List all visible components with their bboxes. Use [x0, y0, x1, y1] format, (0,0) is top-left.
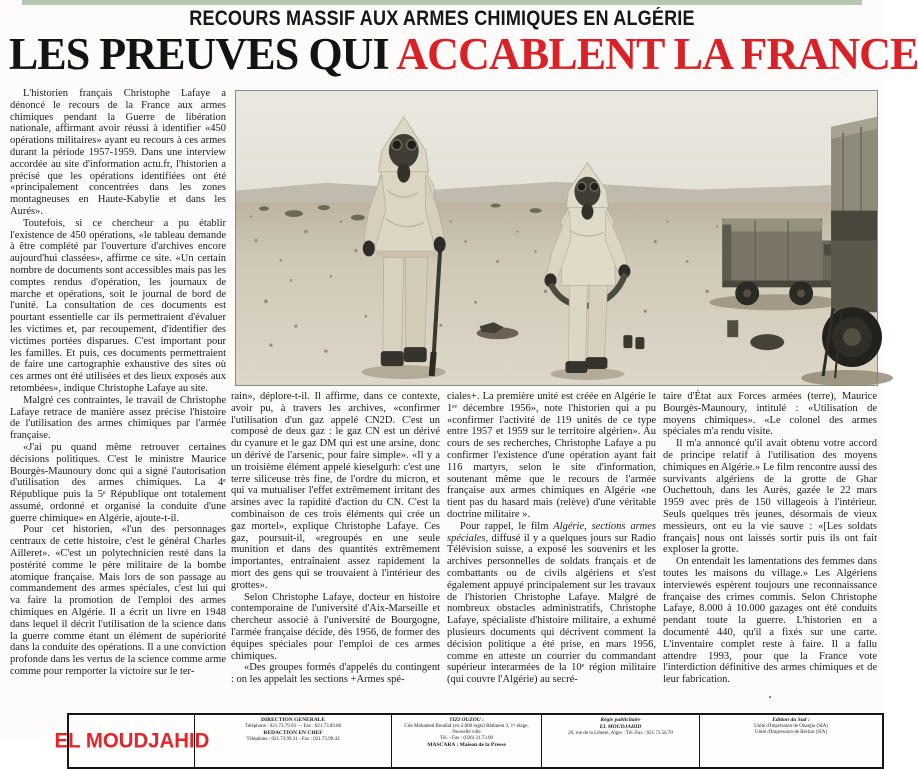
footer-regie-cell: [542, 715, 700, 767]
paragraph: Selon Christophe Lafaye, docteur en histoire contemporaine de l'université d'Aix-Marseille et chercheur associé à l'université de Bourgogne, l'armée française décide, dès 1956, de former des équipes spéciales pour l'emploi de ces armes chimiques.: [231, 591, 440, 662]
headline-black: LES PREUVES QUI: [8, 29, 397, 79]
tizi-phone: Tél. - Fax : (026) 21.73.00: [439, 736, 494, 741]
paragraph: «J'ai pu quand même retrouver certaines décisions politiques. C'est le ministre Maurice Bourgès-Maunoury donc qui a signé l'autorisation d'utilisation des armes chimiques. La 4ᵉ République puis la 5ᵉ République ont totalement assumé, ordonné et organisé la conduite d'une guerre chimique» en Algérie, ajoute-t-il.: [10, 441, 226, 524]
mascara-line: MASCARA : Maison de la Presse: [427, 742, 506, 748]
sud-title: Edition du Sud :: [772, 717, 810, 723]
footer-tizi-cell: [392, 715, 542, 767]
paragraph: ciales+. La première unité est créée en Algérie le 1ᵉʳ décembre 1956», note l'historien qui a pu «confirmer l'activité de 119 unités de ce type entre 1957 et 1959 sur le territoire algérien». Au cours de ses recherches, Christophe Lafaye a pu confirmer l'existence d'une opération ayant fait 116 martyrs, selon le site d'information, soutenant même que le recours de l'armée française aux armes chimiques en Algérie «ne tient pas du hasard mais (relève) d'une véritable doctrine militaire ».: [447, 391, 656, 520]
paragraph-film-reference: [447, 521, 656, 686]
paragraph: Pour cet historien, «l'un des personnages centraux de cette histoire, c'est le général Charles Ailleret». «C'est un polytechnicien resté dans la postérité comme le père militaire de la bombe atomique française. Mais lors de son passage au commandement des armes spéciales, c'est lui qui va faire la promotion de l'emploi des armes chimiques en Algérie. Il a écrit un livre en 1948 dans lequel il décrit l'utilisation de la science dans la guerre comme étant un élément de supériorité dans la conduite des opérations. Il a une conviction profonde dans les vertus de la science comme arme comme pour remporter la victoire sur le ter-: [10, 524, 226, 678]
main-headline: [8, 29, 918, 79]
headline-red: ACCABLENT LA FRANCE: [396, 29, 918, 79]
regie-name: EL MOUDJAHID: [599, 724, 642, 730]
newspaper-logo: EL MOUDJAHID: [54, 728, 209, 753]
film-title: Algérie, sections armes spéciales: [447, 520, 656, 544]
paragraph: rain», déplore-t-il. Il affirme, dans ce contexte, avoir pu, à travers les archives, «confirmer l'utilisation d'un gaz appelé CN2D. C'est un composé de deux gaz : le gaz CN est un dérivé du cyanure et le gaz DM qui est une arsine, donc un dérivé de l'arsenic, pour faire simple». «Il y a un troisième élément appelé kieselgurh: c'est une terre siliceuse très fine, de l'ordre du micron, et qui va mutualiser l'effet extrêmement irritant des arsines avec la rapidité d'action du CN. C'est la combinaison de ces trois éléments qui crée un gaz mortel», explique Christophe Lafaye. Ces gaz, poursuit-il, «regroupés en une seule munition et dans des quantités extrêmement importantes, entraînaient assez rapidement la mort des gens qui se trouvaient à l'intérieur des grottes».: [231, 391, 440, 591]
sud-line1: Unité d'Impression de Ouargla (SIA): [754, 724, 828, 729]
paragraph: Malgré ces contraintes, le travail de Christophe Lafaye retrace de manière assez précise l'histoire de l'utilisation des armes chimiques par l'armée française.: [10, 394, 226, 442]
column-4: [663, 391, 877, 711]
footer-direction-cell: [195, 715, 392, 767]
redaction-phone: Téléphone : 021.73.99.31 - Fax : 021.73.99.43: [246, 737, 340, 742]
kicker-headline: RECOURS MASSIF AUX ARMES CHIMIQUES EN ALGÉRIE: [189, 7, 695, 30]
film-ref-post: , diffusé il y a quelques jours sur Radio Télévision suisse, a exposé les souvenirs et les archives personnelles de soldats français et de combattants ou de civils algériens et s'est également appuyé principalement sur les travaux de l'historien Christophe Lafaye. Malgré de nombreux obstacles administratifs, Christophe Lafaye, spécialiste d'histoire militaire, a exhumé plusieurs documents qui décrivent comment la décision politique a été prise, en mars 1956, comme en atteste un courrier du commandant supérieur interarmées de la 10ᵉ région militaire (qui couvre l'Algérie) au secré-: [447, 532, 656, 686]
regie-address: 20, rue de la Liberté, Alger : Tél./Fax : 021.73.56.70: [568, 731, 673, 736]
article-photo: [235, 90, 878, 386]
footer-logo-cell: [54, 715, 209, 767]
tizi-title: TIZI OUZOU :: [449, 717, 484, 723]
paragraph: On entendait les lamentations des femmes dans toutes les maisons du village.» Les Algériens interviewés espèrent toujours une reconnaissance française des crimes commis. Selon Christophe Lafaye, 8.000 à 10.000 gazages ont été conduits pendant toute la guerre. L'historien en a documenté 440, qu'il a fixés sur une carte. L'inventaire complet reste à faire. Il a fallu attendre 1993, pour que la France vote l'interdiction définitive des armes chimiques et de leur fabrication.: [663, 556, 877, 686]
paragraph: taire d'État aux Forces armées (terre), Maurice Bourgès-Maunoury, intitulé : «Utilisation de moyens chimiques». «Le colonel des armes spéciales m'a rendu visite.: [663, 391, 877, 438]
column-3: [447, 391, 656, 711]
article-end-mark: .: [768, 689, 772, 701]
direction-title: DIRECTION GENERALE: [260, 717, 326, 723]
paragraph: L'historien français Christophe Lafaye a dénoncé le recours de la France aux armes chimiques pendant la Guerre de libération nationale, affirmant avoir réussi à identifier «450 opérations militaires» ayant eu recours à ces armes durant la période 1957-1959. Dans une interview accordée au site d'information actu.fr, l'historien a précisé que les opérations identifiées ont été «principalement concentrées dans les zones montagneuses en Haute-Kabylie et dans les Aurés».: [10, 88, 226, 217]
column-1: [10, 88, 226, 712]
column-2: [231, 391, 440, 711]
paragraph: «Des groupes formés d'appelés du contingent : on les appelait les sections +Armes spé-: [231, 662, 440, 686]
newspaper-footer: [54, 713, 884, 769]
direction-phone: Téléphone : 021.73.79.93 — Fax : 021.73.89.80: [244, 724, 342, 729]
regie-title: Régie publicitaire: [600, 717, 641, 723]
film-ref-pre: Pour rappel, le film: [460, 520, 554, 532]
tizi-address: Cité Mohamed Boudiaf (ex-2.000 logts) Bâtiment 3, 1ᵉʳ étage, Nouvelle ville: [404, 724, 529, 735]
footer-sud-cell: [700, 715, 882, 767]
sud-line2: Unité d'Impression de Béchar (SIA): [755, 730, 827, 735]
redaction-title: REDACTION EN CHEF: [263, 730, 323, 736]
photo-illustration: [236, 91, 877, 385]
top-green-bar: [22, 0, 862, 5]
paragraph: Toutefois, si ce chercheur a pu établir l'existence de 450 opérations, «le tableau demande à être complété par l'ouverture d'archives encore aujourd'hui classées», affirme ce site. «Un certain nombre de documents sont accessibles mais pas les comptes rendus d'opération, les journaux de marche et opérations, soit le journal de bord de l'unité. La consultation de ces documents est pourtant essentielle car ils permettraient d'évaluer les victimes et, par recoupement, d'identifier des victimes portées disparues. C'est important pour les familles. Et puis, ces documents permettraient de faire une cartographie exhaustive des sites où ces armes ont été utilisées et des lieux exposés aux retombées», indique Christophe Lafaye au site.: [10, 217, 226, 394]
paragraph: Il m'a annoncé qu'il avait obtenu votre accord de principe relatif à l'utilisation des moyens chimiques en Algérie.» Le film rencontre aussi des survivants algériens de la grotte de Ghar Ouchettouh, dans les Aurès, gazée le 22 mars 1959 avec près de 150 villageois à l'intérieur. Seuls quelques très jeunes, désormais de vieux messieurs, ont eu la vie sauve : «[Les soldats français] nous ont laissés sortir puis ils ont fait exploser la grotte.: [663, 438, 877, 556]
